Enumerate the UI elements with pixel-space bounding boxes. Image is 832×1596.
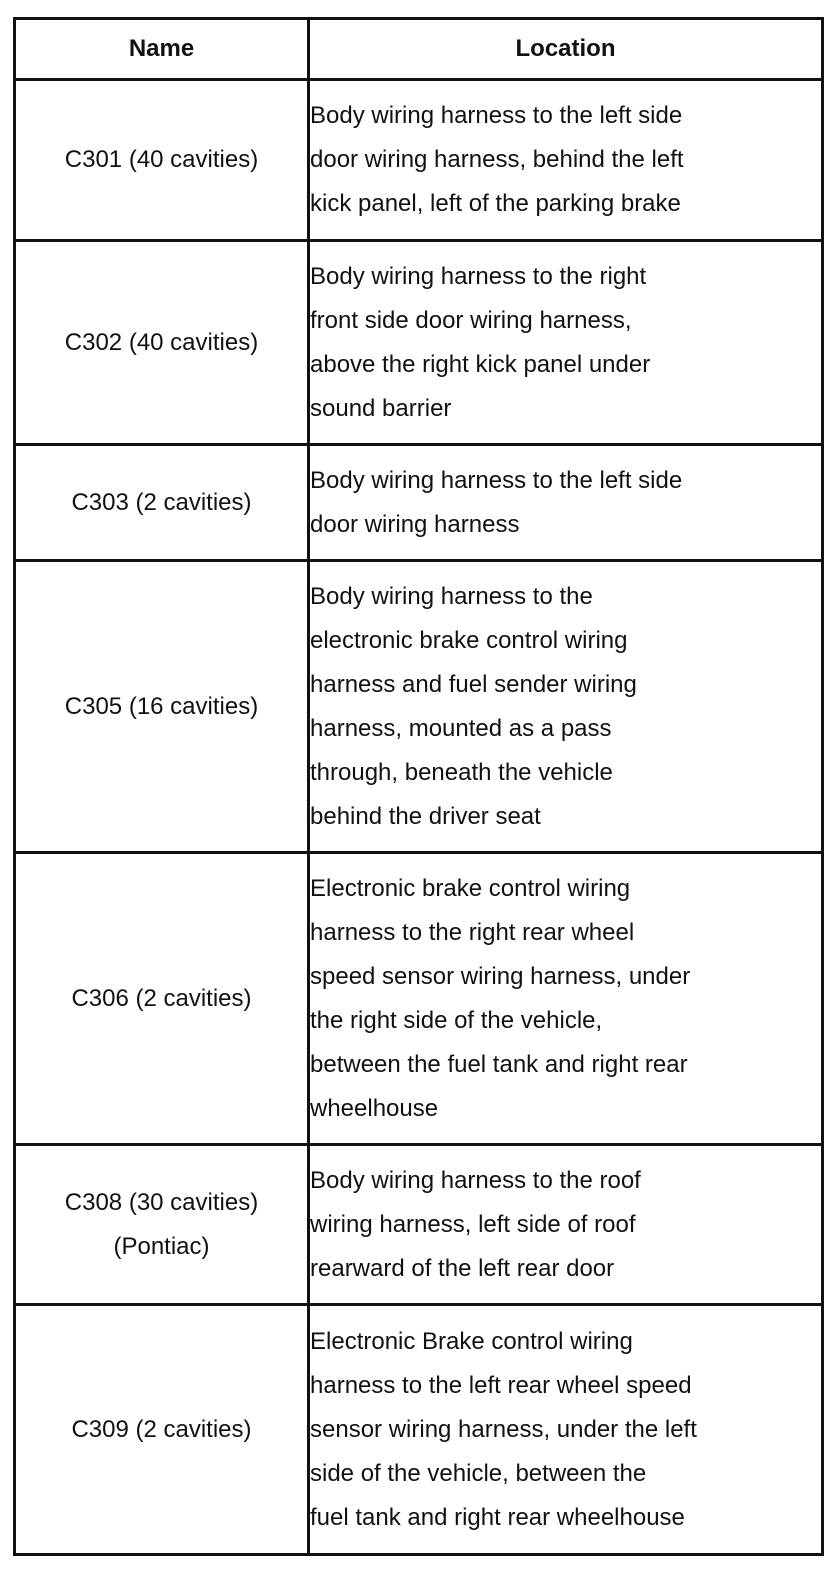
connector-name-cell [15, 1305, 309, 1555]
connector-location-line: through, beneath the vehicle [310, 758, 613, 786]
connector-location-line: between the fuel tank and right rear [310, 1050, 688, 1078]
connector-location-line: Body wiring harness to the left side [310, 466, 683, 494]
connector-location-line: Body wiring harness to the [310, 582, 593, 610]
connector-location-table [13, 17, 824, 1556]
connector-location-cell [309, 1305, 823, 1555]
table-row [15, 1305, 823, 1555]
connector-location-cell [309, 80, 823, 241]
connector-name-line: C306 (2 cavities) [71, 984, 252, 1012]
connector-name-line: C308 (30 cavities) [64, 1188, 259, 1216]
connector-location-line: harness to the left rear wheel speed [310, 1371, 692, 1399]
connector-location-line: fuel tank and right rear wheelhouse [310, 1503, 685, 1531]
connector-location-line: speed sensor wiring harness, under [310, 962, 691, 990]
connector-name-cell [15, 445, 309, 561]
connector-location-line: wheelhouse [310, 1094, 439, 1122]
connector-location-line: door wiring harness, behind the left [310, 146, 684, 173]
connector-name-line: (Pontiac) [113, 1232, 210, 1260]
connector-location-cell [309, 445, 823, 561]
table-row [15, 80, 823, 241]
connector-location-line: behind the driver seat [310, 802, 541, 830]
connector-name-line: C303 (2 cavities) [71, 488, 252, 516]
connector-name-cell [15, 561, 309, 853]
connector-location-line: sensor wiring harness, under the left [310, 1415, 697, 1443]
table-row [15, 1145, 823, 1305]
connector-name-cell [15, 1145, 309, 1305]
connector-location-line: Body wiring harness to the right [310, 262, 647, 290]
connector-location-cell [309, 853, 823, 1145]
connector-name-cell [15, 80, 309, 241]
connector-name-line: C309 (2 cavities) [71, 1415, 252, 1443]
table-header-row [15, 19, 823, 80]
table-row [15, 445, 823, 561]
connector-location-cell [309, 241, 823, 445]
connector-location-line: Body wiring harness to the roof [310, 1166, 641, 1194]
connector-location-line: kick panel, left of the parking brake [310, 190, 681, 217]
connector-location-line: harness, mounted as a pass [310, 714, 612, 742]
connector-name-cell [15, 853, 309, 1145]
connector-location-line: Electronic Brake control wiring [310, 1327, 633, 1355]
connector-name-line: C301 (40 cavities) [64, 146, 259, 173]
connector-location-line: rearward of the left rear door [310, 1254, 615, 1282]
connector-location-cell [309, 1145, 823, 1305]
connector-location-line: Body wiring harness to the left side [310, 102, 683, 129]
connector-location-line: Electronic brake control wiring [310, 874, 631, 902]
connector-location-line: electronic brake control wiring [310, 626, 628, 654]
connector-name-line: C302 (40 cavities) [64, 328, 259, 356]
table-row [15, 853, 823, 1145]
connector-location-line: front side door wiring harness, [310, 306, 632, 334]
connector-location-line: above the right kick panel under [310, 350, 651, 378]
column-header-name: Name [15, 19, 309, 80]
table-row [15, 561, 823, 853]
connector-location-line: side of the vehicle, between the [310, 1459, 647, 1487]
connector-name-line: C305 (16 cavities) [64, 692, 259, 720]
connector-location-line: door wiring harness [310, 510, 520, 538]
connector-location-line: wiring harness, left side of roof [310, 1210, 636, 1238]
connector-location-line: sound barrier [310, 394, 452, 422]
column-header-location: Location [309, 19, 823, 80]
table-body [15, 80, 823, 1555]
connector-location-line: harness and fuel sender wiring [310, 670, 637, 698]
connector-location-line: harness to the right rear wheel [310, 918, 635, 946]
connector-name-cell [15, 241, 309, 445]
connector-location-cell [309, 561, 823, 853]
table-row [15, 241, 823, 445]
connector-location-line: the right side of the vehicle, [310, 1006, 603, 1034]
